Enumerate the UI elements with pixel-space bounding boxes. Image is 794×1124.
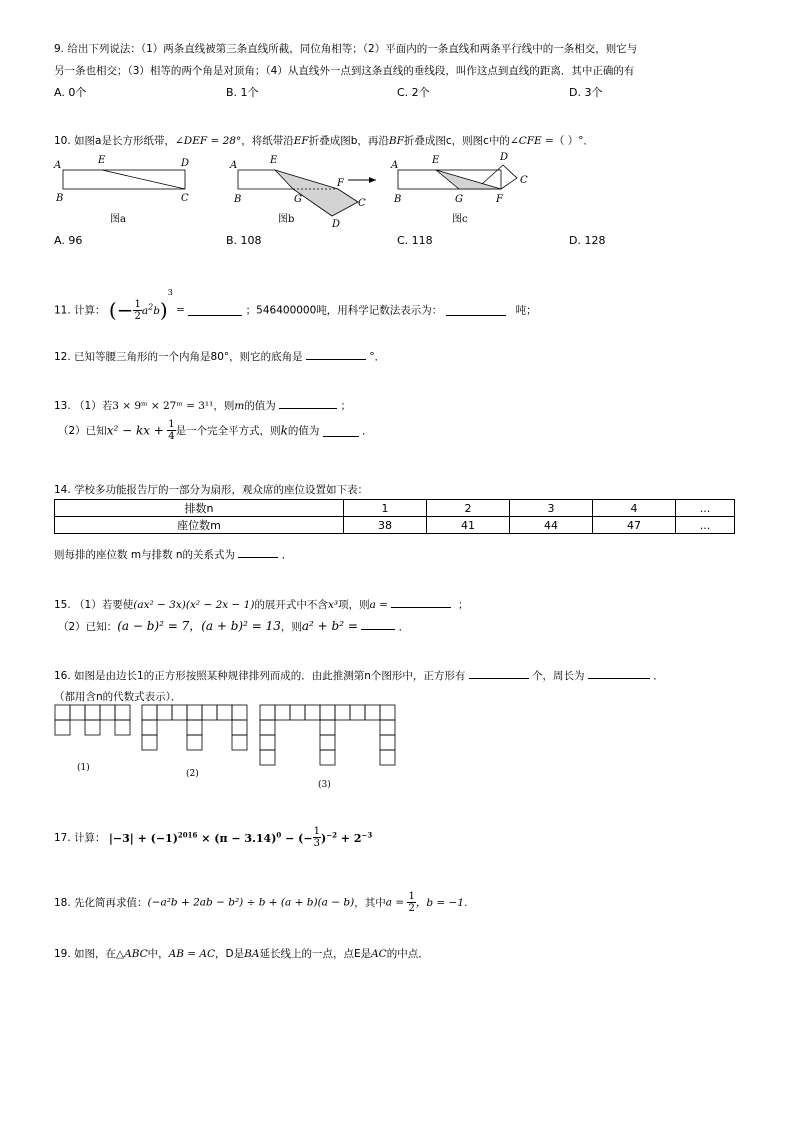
q18-frac: $\frac{1}{2}$ xyxy=(408,891,415,914)
q15-mid1b: 项，则 xyxy=(338,599,370,611)
q15-a: a = xyxy=(369,599,388,611)
q17-frac: $\frac{1}{3}$ xyxy=(313,826,320,849)
figure-b xyxy=(229,155,376,230)
q19-mid3: 延长线上的一点，点E是 xyxy=(259,948,372,960)
pattern-figure-3 xyxy=(260,705,395,765)
svg-text:C: C xyxy=(520,175,528,186)
q16-blank-1[interactable] xyxy=(469,667,529,679)
svg-text:D: D xyxy=(332,219,341,230)
q13-end1: ； xyxy=(340,400,351,412)
q13-frac: $\frac{1}{4}$ xyxy=(168,419,175,442)
table-cell: 2 xyxy=(427,500,510,517)
fig-b-label: 图b xyxy=(278,214,295,225)
pattern-figure-1 xyxy=(55,705,130,735)
q9-option-c: C. 2个 xyxy=(397,86,430,99)
q15-line1 xyxy=(54,596,469,612)
q11-suffix: 吨； xyxy=(515,304,537,317)
svg-text:F: F xyxy=(337,178,344,189)
svg-text:G: G xyxy=(455,194,463,205)
table-row xyxy=(55,500,735,517)
q10-figures xyxy=(50,150,540,230)
q15-expr1: (ax² − 3x)(x² − 2x − 1) xyxy=(133,599,255,611)
q13-k: k xyxy=(280,423,288,438)
q19 xyxy=(54,946,429,961)
svg-text:A: A xyxy=(54,160,62,171)
q10-middle2: 折叠成图b，再沿 xyxy=(308,135,389,147)
table-cell: 1 xyxy=(344,500,427,517)
q13-blank-1[interactable] xyxy=(279,397,337,409)
q13-blank-2[interactable] xyxy=(323,425,359,437)
q14-footer-text: 则每排的座位数 m与排数 n的关系式为 xyxy=(54,549,236,561)
q15-x3: x³ xyxy=(327,599,339,611)
q9-line2: 另一条也相交；（3）相等的两个角是对顶角；（4）从直线外一点到这条直线的垂线段，叫作这点到直线的距离．其中正确的有 xyxy=(54,65,635,77)
q15-end2: ． xyxy=(398,621,410,633)
svg-text:B: B xyxy=(56,193,64,204)
q18-prefix: 18. 先化简再求值： xyxy=(54,897,148,909)
q15-blank-2[interactable] xyxy=(361,618,395,630)
q10-prefix: 10. 如图a是长方形纸带， xyxy=(54,135,175,147)
fig-c-label: 图c xyxy=(452,214,468,225)
svg-text:B: B xyxy=(234,194,242,205)
q11-prefix: 11. 计算： xyxy=(54,304,106,317)
pattern-label-1: (1) xyxy=(77,763,90,773)
svg-text:E: E xyxy=(98,155,106,166)
q11-mid: ；546400000吨，用科学记数法表示为： xyxy=(245,304,443,317)
q10-option-c: C. 118 xyxy=(397,234,433,247)
q12-text: 12. 已知等腰三角形的一个内角是80°，则它的底角是 xyxy=(54,351,303,363)
q13-m: m xyxy=(234,400,245,412)
q17: 17. 计算： $|-3| + (-1)^{2016} \times (\pi - 3.14)^0$ − (− $\frac{1}{3}$ )$^{-2} + 2^{-3}$ xyxy=(54,826,373,849)
q14-table xyxy=(54,499,735,534)
q15-blank-1[interactable] xyxy=(391,596,451,608)
figure-c xyxy=(390,152,528,225)
q16-figures xyxy=(50,700,420,796)
q15-expr3: a² + b² = xyxy=(301,619,358,633)
q19-end: 的中点． xyxy=(386,948,429,960)
figure-a xyxy=(53,155,189,225)
q11-blank-1[interactable] xyxy=(188,304,242,316)
pattern-label-2: (2) xyxy=(186,769,199,779)
table-cell: 47 xyxy=(593,517,676,534)
table-cell: 3 xyxy=(510,500,593,517)
svg-text:A: A xyxy=(391,160,399,171)
table-cell: 38 xyxy=(344,517,427,534)
q13-line2 xyxy=(58,419,373,442)
q15-mid1: 的展开式中不含 xyxy=(254,599,328,611)
q15-prefix2: （2）已知： xyxy=(58,621,118,633)
q10-option-a: A. 96 xyxy=(54,234,83,247)
q9-line1: 9. 给出下列说法：（1）两条直线被第三条直线所截，同位角相等；（2）平面内的一条直线和两条平行线中的一条相交，则它与 xyxy=(54,43,638,55)
q11: 11. 计算： (− $\frac{1}{2}$ $a^2b)^3$ = ；546400000吨，用科学记数法表示为： 吨； xyxy=(54,288,537,322)
svg-text:C: C xyxy=(181,193,189,204)
q19-ac: AC xyxy=(371,948,387,960)
q10-middle3: 折叠成图c，则图c中的 xyxy=(403,135,510,147)
q11-blank-2[interactable] xyxy=(446,304,506,316)
q9-option-d: D. 3个 xyxy=(569,86,603,99)
q19-eq: AB = AC xyxy=(168,948,216,960)
q16-line2: （都用含n的代数式表示）． xyxy=(54,691,182,703)
svg-text:A: A xyxy=(230,160,238,171)
q14-footer-end: ． xyxy=(281,549,293,561)
q16-text: 16. 如图是由边长1的正方形按照某种规律排列而成的．由此推测第n个图形中，正方形有 xyxy=(54,670,466,682)
q9-option-a: A. 0个 xyxy=(54,86,87,99)
q15-end1: ； xyxy=(458,599,469,611)
q19-tri: △ABC xyxy=(116,948,148,960)
q13-prefix: 13. （1）若 xyxy=(54,400,113,412)
q16-mid: 个，周长为 xyxy=(532,670,585,682)
q14-blank[interactable] xyxy=(238,546,278,558)
q12-blank[interactable] xyxy=(306,348,366,360)
q18-expr: (−a²b + 2ab − b²) ÷ b + (a + b)(a − b) xyxy=(147,896,355,909)
q10-stem xyxy=(54,133,594,148)
q19-mid: 中， xyxy=(147,948,169,960)
q10-middle: ，将纸带沿 xyxy=(241,135,294,147)
q13-prefix2: （2）已知 xyxy=(58,425,107,437)
q11-frac: $\frac{1}{2}$ xyxy=(134,298,141,322)
q13-expr2: x² − kx + xyxy=(106,423,164,438)
q13-end2: ． xyxy=(362,425,373,437)
table-header-cell: 座位数m xyxy=(55,517,344,534)
fig-a-label: 图a xyxy=(110,214,126,225)
svg-text:F: F xyxy=(496,194,503,205)
q19-ba: BA xyxy=(244,948,260,960)
q15-line2 xyxy=(58,617,409,634)
q10-angle: ∠DEF = 28° xyxy=(174,135,242,147)
table-cell: ... xyxy=(676,500,735,517)
q10-suffix: （ ）°． xyxy=(553,135,594,147)
table-row xyxy=(55,517,735,534)
q10-option-b: B. 108 xyxy=(226,234,262,247)
q13-expr1: 3 × 9ᵐ × 27ᵐ = 3¹¹ xyxy=(112,400,214,412)
pattern-label-3: (3) xyxy=(318,780,331,790)
q13-mid1: ，则 xyxy=(213,400,235,412)
q10-cfe: ∠CFE = xyxy=(509,135,554,147)
svg-text:E: E xyxy=(270,155,278,166)
svg-text:D: D xyxy=(500,152,509,163)
q13-suffix1: 的值为 xyxy=(244,400,276,412)
q9-option-b: B. 1个 xyxy=(226,86,259,99)
q15-prefix1: 15. （1）若要使 xyxy=(54,599,134,611)
table-header-cell: 排数n xyxy=(55,500,344,517)
q19-prefix: 19. 如图，在 xyxy=(54,948,117,960)
q18-a: a = xyxy=(385,896,405,909)
q13-suffix2: 的值为 xyxy=(287,425,320,437)
q19-mid2: ，D是 xyxy=(215,948,245,960)
q12 xyxy=(54,348,385,364)
q18-b: ，b = −1. xyxy=(415,897,468,909)
q10-ef: EF xyxy=(293,135,309,147)
q15-mid2: ，则 xyxy=(280,621,302,633)
q18 xyxy=(54,891,467,914)
svg-text:E: E xyxy=(432,155,440,166)
table-cell: 4 xyxy=(593,500,676,517)
q13-line1 xyxy=(54,397,351,413)
q16-end: ． xyxy=(653,670,664,682)
q13-mid2: 是一个完全平方式，则 xyxy=(175,425,281,437)
table-cell: 44 xyxy=(510,517,593,534)
q14-title: 14. 学校多功能报告厅的一部分为扇形，观众席的座位设置如下表： xyxy=(54,484,369,496)
q18-mid: ，其中 xyxy=(354,897,386,909)
q16-line1 xyxy=(54,667,664,683)
q17-prefix: 17. 计算： xyxy=(54,832,106,844)
svg-text:D: D xyxy=(181,158,190,169)
svg-text:C: C xyxy=(358,198,366,209)
svg-text:B: B xyxy=(394,194,402,205)
pattern-figure-2 xyxy=(142,705,247,750)
q15-expr2: (a − b)² = 7，(a + b)² = 13 xyxy=(117,619,281,633)
q14-footer xyxy=(54,546,292,562)
q12-suffix: °． xyxy=(369,351,386,363)
table-cell: ... xyxy=(676,517,735,534)
q10-bf: BF xyxy=(388,135,404,147)
q16-blank-2[interactable] xyxy=(588,667,650,679)
q10-option-d: D. 128 xyxy=(569,234,606,247)
table-cell: 41 xyxy=(427,517,510,534)
svg-text:G: G xyxy=(294,194,302,205)
